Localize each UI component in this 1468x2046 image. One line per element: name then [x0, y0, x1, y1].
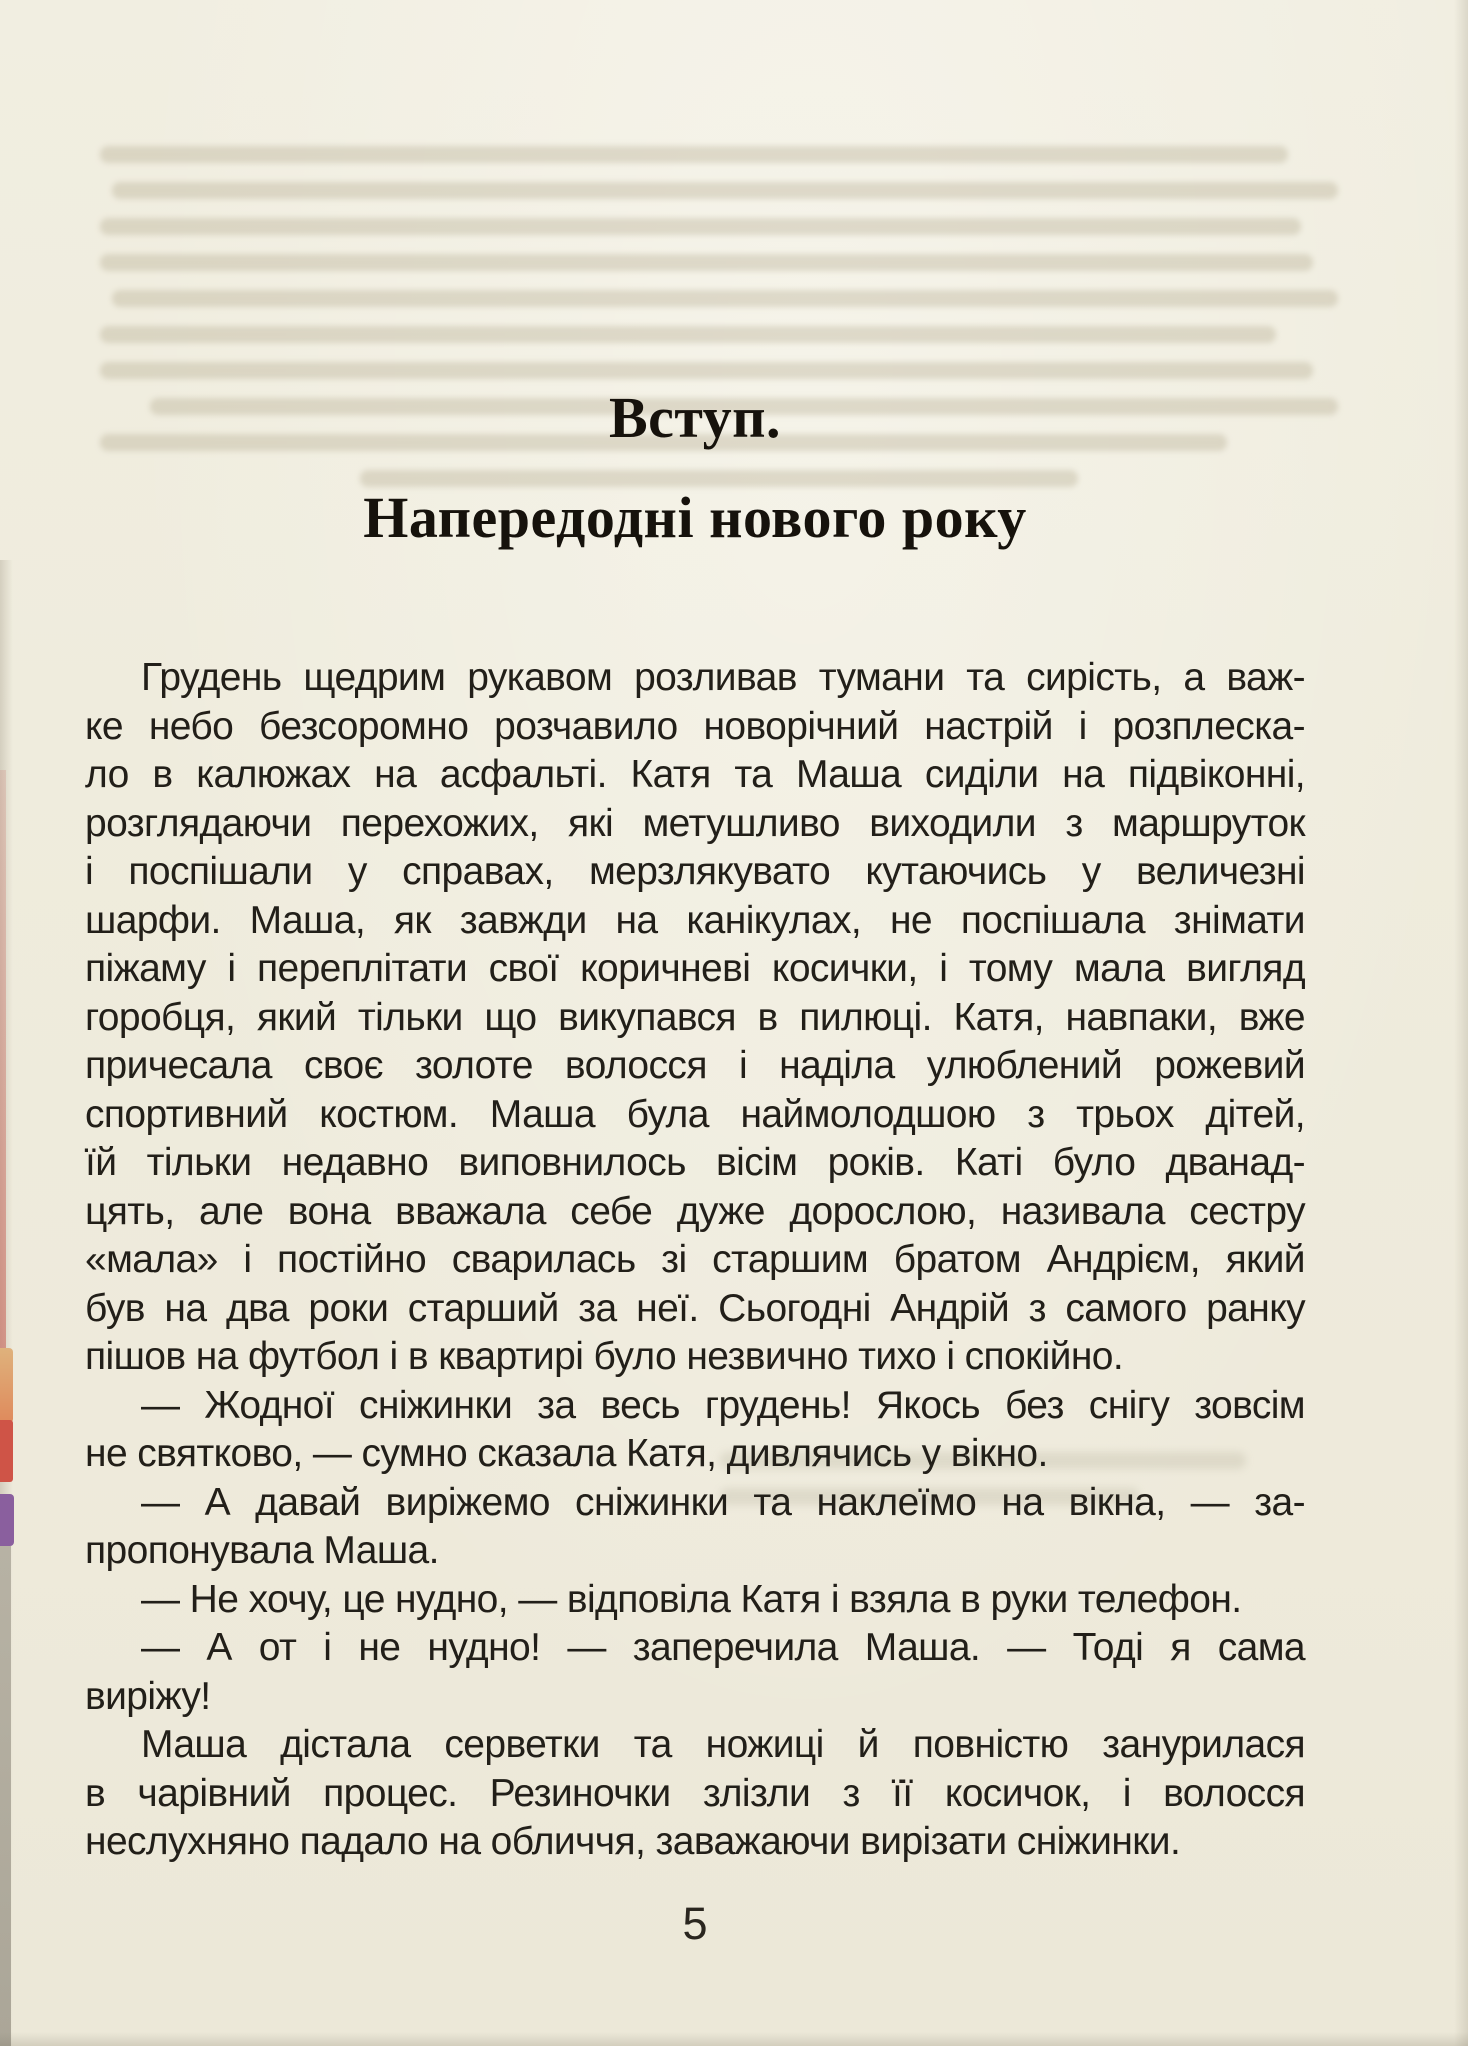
body-text-line: розглядаючи перехожих, які метушливо виходили з маршруток [85, 801, 1305, 845]
page-edge-sliver-pink [0, 770, 6, 1355]
body-text-line: цять, але вона вважала себе дуже дорослою, називала сестру [85, 1189, 1305, 1233]
body-text-line: — А давай виріжемо сніжинки та наклеїмо на вікна, — за- [141, 1480, 1305, 1524]
page-edge-sliver-orange [0, 1348, 13, 1423]
body-text-line: піжаму і переплітати свої коричневі косички, і тому мала вигляд [85, 947, 1305, 990]
page-right-edge-shadow [1454, 0, 1468, 2046]
body-text-line: пропонувала Маша. [85, 1529, 439, 1572]
body-text-line: Грудень щедрим рукавом розливав тумани та сирість, а важ- [141, 656, 1305, 699]
body-text-line: шарфи. Маша, як завжди на канікулах, не поспішала знімати [85, 898, 1305, 942]
body-text-line: — Не хочу, це нудно, — відповіла Катя і взяла в руки телефон. [141, 1577, 1242, 1621]
chapter-title: Вступ. [608, 385, 782, 450]
body-text-line: причесала своє золоте волосся і наділа улюблений рожевий [85, 1044, 1305, 1087]
body-text-line: «мала» і постійно сварилась зі старшим братом Андрієм, який [85, 1238, 1305, 1281]
page-bottom-edge-shadow [0, 2032, 1468, 2046]
chapter-subtitle: Напередодні нового року [363, 485, 1027, 550]
body-text-line: неслухняно падало на обличчя, заважаючи вирізати сніжинки. [85, 1820, 1181, 1863]
body-text-line: — А от і не нудно! — заперечила Маша. — Тоді я сама [141, 1626, 1305, 1669]
body-text-line: їй тільки недавно виповнилось вісім років. Каті було дванад- [85, 1141, 1305, 1184]
body-text-line: — Жодної сніжинки за весь грудень! Якось без снігу зовсім [141, 1383, 1305, 1427]
body-text-line: спортивний костюм. Маша була наймолодшою з трьох дітей, [85, 1092, 1305, 1136]
body-text-line: ке небо безсоромно розчавило новорічний настрій і розплеска- [85, 704, 1305, 748]
body-text-line: Маша дістала серветки та ножиці й повністю занурилася [141, 1723, 1305, 1766]
body-text-line: був на два роки старший за неї. Сьогодні Андрій з самого ранку [85, 1286, 1305, 1330]
body-text-line: в чарівний процес. Резиночки злізли з її косичок, і волосся [85, 1771, 1305, 1815]
body-text-line: і поспішали у справах, мерзлякувато кутаючись у величезні [85, 850, 1305, 893]
chapter-heading [85, 0, 1305, 568]
page-edge-sliver-purple [0, 1494, 14, 1546]
body-text-line: виріжу! [85, 1674, 211, 1718]
page-edge-sliver-gray [0, 1546, 11, 2046]
body-text-line: ло в калюжах на асфальті. Катя та Маша сиділи на підвіконні, [85, 753, 1305, 796]
body-text-line: пішов на футбол і в квартирі було незвично тихо і спокійно. [85, 1335, 1124, 1378]
page-number: 5 [682, 1898, 708, 1949]
body-text-line: не святково, — сумно сказала Катя, дивлячись у вікно. [85, 1432, 1048, 1475]
page-edge-sliver-red [0, 1420, 13, 1482]
body-text-line: горобця, який тільки що викупався в пилюці. Катя, навпаки, вже [85, 995, 1305, 1039]
body-text [85, 654, 1305, 1867]
